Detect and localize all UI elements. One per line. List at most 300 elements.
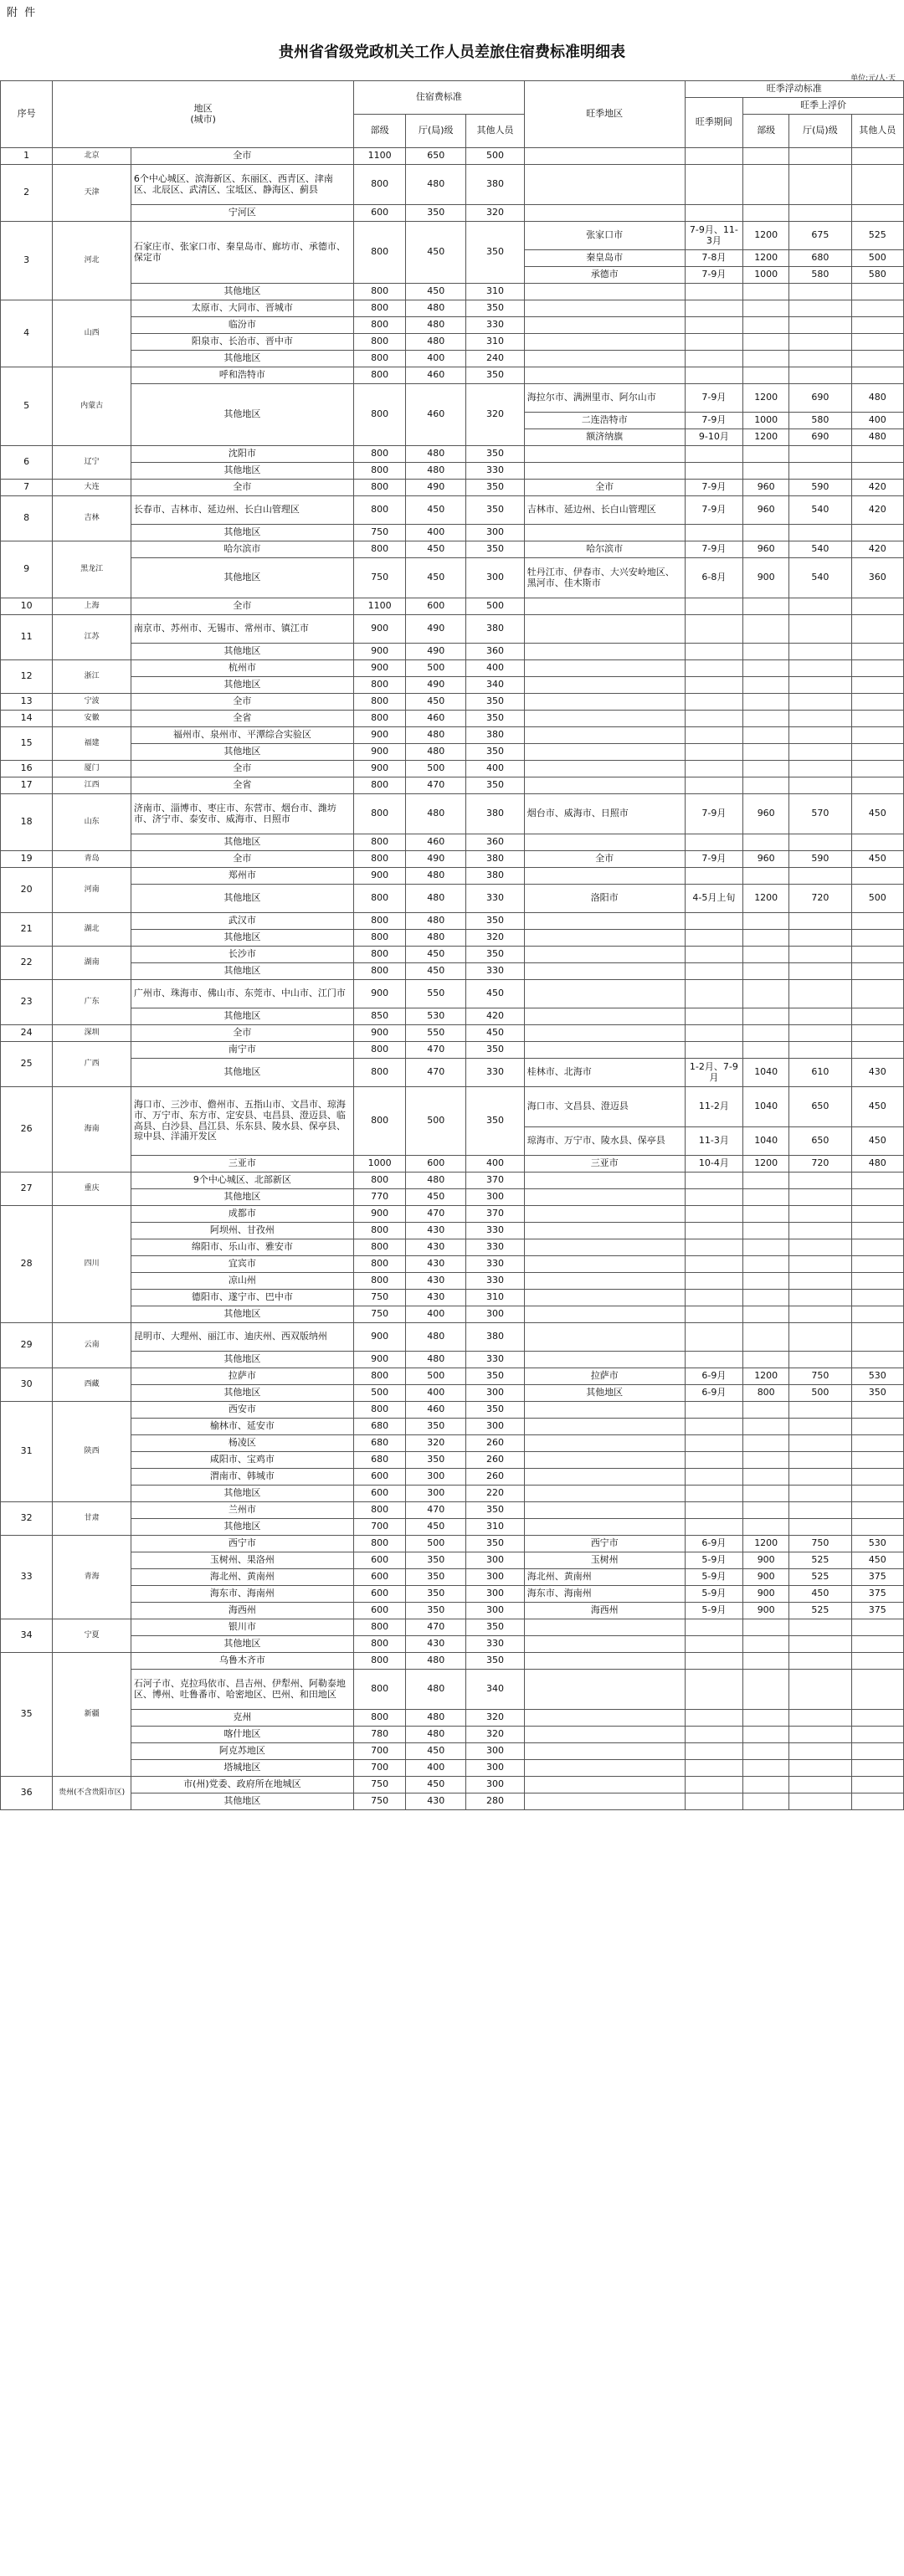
table-row	[1, 834, 904, 851]
rate-bureau: 300	[406, 1486, 466, 1502]
row-seq: 13	[1, 694, 53, 711]
peak-ministry	[743, 1206, 789, 1223]
peak-ministry	[743, 1619, 789, 1636]
region-cell: 阿克苏地区	[131, 1743, 353, 1760]
peak-others	[851, 980, 903, 1008]
peak-period-cell	[685, 677, 743, 694]
peak-bureau	[789, 868, 851, 885]
table-row	[1, 1385, 904, 1402]
rate-ministry: 900	[353, 615, 405, 644]
peak-ministry	[743, 525, 789, 541]
peak-period-cell	[685, 165, 743, 205]
table-row	[1, 1306, 904, 1323]
peak-period-cell: 4-5月上旬	[685, 885, 743, 913]
peak-others	[851, 205, 903, 222]
peak-period-cell	[685, 205, 743, 222]
peak-bureau: 525	[789, 1603, 851, 1619]
peak-bureau	[789, 711, 851, 727]
rate-ministry: 900	[353, 727, 405, 744]
region-cell: 全市	[131, 148, 353, 165]
peak-region-cell	[524, 913, 685, 930]
table-row	[1, 446, 904, 463]
rate-bureau: 480	[406, 334, 466, 351]
table-row	[1, 1452, 904, 1469]
rate-bureau: 400	[406, 351, 466, 367]
peak-bureau	[789, 1290, 851, 1306]
peak-region-cell	[524, 711, 685, 727]
rate-others: 320	[466, 384, 525, 446]
peak-ministry	[743, 1419, 789, 1435]
province-name: 宁夏	[53, 1619, 131, 1653]
peak-ministry: 960	[743, 480, 789, 496]
rate-others: 300	[466, 1603, 525, 1619]
peak-bureau	[789, 525, 851, 541]
peak-bureau	[789, 1223, 851, 1239]
row-seq: 29	[1, 1323, 53, 1368]
peak-period-cell	[685, 463, 743, 480]
row-seq: 20	[1, 868, 53, 913]
header-peak-standard: 旺季浮动标准	[685, 81, 903, 98]
peak-period-cell	[685, 1452, 743, 1469]
peak-region-cell	[524, 284, 685, 300]
region-cell: 其他地区	[131, 558, 353, 598]
peak-period-cell	[685, 1290, 743, 1306]
peak-others	[851, 1502, 903, 1519]
rate-others: 330	[466, 1223, 525, 1239]
rate-bureau: 350	[406, 1603, 466, 1619]
peak-region-cell: 琼海市、万宁市、陵水县、保亭县	[524, 1127, 685, 1156]
peak-others	[851, 1223, 903, 1239]
rate-ministry: 900	[353, 1206, 405, 1223]
peak-bureau: 525	[789, 1569, 851, 1586]
region-cell: 玉树州、果洛州	[131, 1552, 353, 1569]
region-cell: 咸阳市、宝鸡市	[131, 1452, 353, 1469]
row-seq: 3	[1, 222, 53, 300]
peak-ministry: 900	[743, 1603, 789, 1619]
region-cell: 其他地区	[131, 1486, 353, 1502]
peak-region-cell	[524, 1502, 685, 1519]
table-row	[1, 761, 904, 777]
row-seq: 5	[1, 367, 53, 446]
peak-ministry	[743, 1743, 789, 1760]
peak-others: 360	[851, 558, 903, 598]
rate-bureau: 500	[406, 1368, 466, 1385]
rate-others: 260	[466, 1469, 525, 1486]
peak-region-cell: 烟台市、威海市、日照市	[524, 794, 685, 834]
peak-others	[851, 1042, 903, 1059]
peak-period-cell	[685, 644, 743, 660]
rate-others: 330	[466, 1059, 525, 1087]
peak-period-cell	[685, 1710, 743, 1727]
rate-bureau: 650	[406, 148, 466, 165]
peak-region-cell: 承德市	[524, 267, 685, 284]
peak-region-cell	[524, 446, 685, 463]
peak-ministry	[743, 1256, 789, 1273]
peak-region-cell	[524, 834, 685, 851]
peak-bureau: 450	[789, 1586, 851, 1603]
peak-region-cell	[524, 1239, 685, 1256]
peak-region-cell	[524, 1710, 685, 1727]
table-row	[1, 1777, 904, 1793]
rate-ministry: 600	[353, 1552, 405, 1569]
rate-others: 350	[466, 913, 525, 930]
rate-ministry: 750	[353, 1777, 405, 1793]
peak-ministry	[743, 1306, 789, 1323]
peak-bureau: 540	[789, 496, 851, 525]
peak-period-cell	[685, 1189, 743, 1206]
peak-ministry	[743, 1352, 789, 1368]
region-cell: 西宁市	[131, 1536, 353, 1552]
table-row	[1, 1727, 904, 1743]
region-cell: 哈尔滨市	[131, 541, 353, 558]
peak-ministry	[743, 834, 789, 851]
peak-ministry	[743, 868, 789, 885]
peak-bureau	[789, 1760, 851, 1777]
rate-ministry: 800	[353, 1273, 405, 1290]
rate-ministry: 800	[353, 1042, 405, 1059]
region-cell: 喀什地区	[131, 1727, 353, 1743]
table-row	[1, 1223, 904, 1239]
table-row	[1, 496, 904, 525]
rate-others: 330	[466, 1273, 525, 1290]
peak-period-cell	[685, 1256, 743, 1273]
peak-bureau	[789, 980, 851, 1008]
peak-ministry	[743, 1760, 789, 1777]
rate-ministry: 700	[353, 1760, 405, 1777]
table-row	[1, 677, 904, 694]
region-cell: 长春市、吉林市、延边州、长白山管理区	[131, 496, 353, 525]
rate-others: 310	[466, 284, 525, 300]
region-cell: 临汾市	[131, 317, 353, 334]
rate-others: 330	[466, 885, 525, 913]
rate-bureau: 350	[406, 1552, 466, 1569]
row-seq: 9	[1, 541, 53, 598]
region-cell: 其他地区	[131, 644, 353, 660]
peak-period-cell	[685, 1469, 743, 1486]
rate-others: 310	[466, 334, 525, 351]
peak-bureau: 580	[789, 413, 851, 429]
peak-others	[851, 1256, 903, 1273]
peak-period-cell	[685, 1206, 743, 1223]
table-row	[1, 1569, 904, 1586]
region-cell: 其他地区	[131, 384, 353, 446]
peak-region-cell	[524, 1469, 685, 1486]
table-row	[1, 1603, 904, 1619]
peak-others	[851, 1025, 903, 1042]
table-row	[1, 367, 904, 384]
rate-others: 320	[466, 1710, 525, 1727]
row-seq: 14	[1, 711, 53, 727]
region-cell: 郑州市	[131, 868, 353, 885]
header-others: 其他人员	[466, 115, 525, 148]
peak-region-cell	[524, 1352, 685, 1368]
table-row	[1, 1760, 904, 1777]
peak-period-cell	[685, 1025, 743, 1042]
rate-others: 350	[466, 1536, 525, 1552]
table-row	[1, 660, 904, 677]
rate-ministry: 900	[353, 1025, 405, 1042]
peak-others	[851, 1486, 903, 1502]
rate-ministry: 800	[353, 677, 405, 694]
rate-ministry: 800	[353, 1670, 405, 1710]
rate-others: 330	[466, 463, 525, 480]
peak-period-cell	[685, 446, 743, 463]
table-row	[1, 777, 904, 794]
peak-others	[851, 947, 903, 963]
peak-bureau: 690	[789, 384, 851, 413]
rate-ministry: 600	[353, 205, 405, 222]
peak-ministry: 1000	[743, 413, 789, 429]
rate-ministry: 800	[353, 794, 405, 834]
peak-bureau	[789, 1519, 851, 1536]
table-row	[1, 1419, 904, 1435]
rate-bureau: 490	[406, 644, 466, 660]
peak-others: 480	[851, 384, 903, 413]
rate-ministry: 780	[353, 1727, 405, 1743]
table-row	[1, 541, 904, 558]
row-seq: 11	[1, 615, 53, 660]
row-seq: 12	[1, 660, 53, 694]
peak-period-cell	[685, 1486, 743, 1502]
peak-ministry: 1200	[743, 1368, 789, 1385]
province-name: 大连	[53, 480, 131, 496]
rate-ministry: 800	[353, 367, 405, 384]
rate-bureau: 480	[406, 794, 466, 834]
peak-region-cell: 额济纳旗	[524, 429, 685, 446]
region-cell: 9个中心城区、北部新区	[131, 1173, 353, 1189]
rate-ministry: 800	[353, 165, 405, 205]
peak-region-cell	[524, 1173, 685, 1189]
peak-ministry	[743, 1710, 789, 1727]
peak-region-cell	[524, 1519, 685, 1536]
region-cell: 全市	[131, 694, 353, 711]
rate-bureau: 350	[406, 205, 466, 222]
peak-others	[851, 913, 903, 930]
rate-bureau: 350	[406, 1452, 466, 1469]
peak-period-cell: 10-4月	[685, 1156, 743, 1173]
peak-ministry: 1200	[743, 1536, 789, 1552]
peak-others: 450	[851, 1087, 903, 1127]
row-seq: 34	[1, 1619, 53, 1653]
rate-bureau: 450	[406, 1777, 466, 1793]
rate-others: 380	[466, 615, 525, 644]
peak-others: 375	[851, 1586, 903, 1603]
peak-bureau	[789, 1619, 851, 1636]
rate-ministry: 1100	[353, 148, 405, 165]
rate-others: 240	[466, 351, 525, 367]
peak-bureau: 570	[789, 794, 851, 834]
peak-others: 500	[851, 250, 903, 267]
peak-region-cell: 吉林市、延边州、长白山管理区	[524, 496, 685, 525]
peak-bureau	[789, 963, 851, 980]
peak-others: 420	[851, 480, 903, 496]
region-cell: 宁河区	[131, 205, 353, 222]
rate-bureau: 400	[406, 1385, 466, 1402]
peak-period-cell	[685, 1727, 743, 1743]
table-body	[1, 148, 904, 1810]
region-cell: 南宁市	[131, 1042, 353, 1059]
peak-period-cell	[685, 1173, 743, 1189]
peak-bureau	[789, 834, 851, 851]
rate-others: 330	[466, 1256, 525, 1273]
peak-bureau: 540	[789, 558, 851, 598]
rate-bureau: 470	[406, 1206, 466, 1223]
province-name: 深圳	[53, 1025, 131, 1042]
peak-period-cell: 5-9月	[685, 1603, 743, 1619]
province-name: 辽宁	[53, 446, 131, 480]
peak-period-cell: 7-8月	[685, 250, 743, 267]
rate-ministry: 600	[353, 1486, 405, 1502]
peak-period-cell	[685, 1008, 743, 1025]
peak-ministry	[743, 980, 789, 1008]
peak-others	[851, 727, 903, 744]
province-name: 湖南	[53, 947, 131, 980]
peak-bureau	[789, 1042, 851, 1059]
rate-others: 350	[466, 222, 525, 284]
peak-period-cell	[685, 761, 743, 777]
peak-ministry	[743, 727, 789, 744]
peak-period-cell	[685, 367, 743, 384]
rate-ministry: 900	[353, 980, 405, 1008]
province-name: 甘肃	[53, 1502, 131, 1536]
peak-period-cell	[685, 930, 743, 947]
peak-bureau	[789, 727, 851, 744]
province-name: 海南	[53, 1087, 131, 1173]
row-seq: 24	[1, 1025, 53, 1042]
rate-bureau: 400	[406, 1306, 466, 1323]
province-name: 安徽	[53, 711, 131, 727]
peak-others	[851, 300, 903, 317]
rate-bureau: 460	[406, 1402, 466, 1419]
region-cell: 宜宾市	[131, 1256, 353, 1273]
rate-others: 330	[466, 317, 525, 334]
peak-others	[851, 1189, 903, 1206]
peak-bureau	[789, 300, 851, 317]
rate-others: 320	[466, 205, 525, 222]
region-cell: 南京市、苏州市、无锡市、常州市、镇江市	[131, 615, 353, 644]
peak-bureau: 680	[789, 250, 851, 267]
peak-period-cell	[685, 1402, 743, 1419]
peak-ministry	[743, 1519, 789, 1536]
rate-ministry: 800	[353, 834, 405, 851]
table-row	[1, 1256, 904, 1273]
peak-period-cell	[685, 913, 743, 930]
peak-ministry	[743, 148, 789, 165]
header-bureau: 厅(局)级	[406, 115, 466, 148]
peak-others: 480	[851, 1156, 903, 1173]
row-seq: 27	[1, 1173, 53, 1206]
peak-others	[851, 615, 903, 644]
peak-bureau: 580	[789, 267, 851, 284]
peak-period-cell	[685, 1777, 743, 1793]
peak-period-cell	[685, 1760, 743, 1777]
peak-others	[851, 1760, 903, 1777]
rate-bureau: 550	[406, 1025, 466, 1042]
table-row	[1, 851, 904, 868]
rate-bureau: 300	[406, 1469, 466, 1486]
region-cell: 阳泉市、长治市、晋中市	[131, 334, 353, 351]
rate-ministry: 800	[353, 1619, 405, 1636]
peak-others	[851, 1273, 903, 1290]
rate-ministry: 750	[353, 1793, 405, 1810]
peak-bureau	[789, 1670, 851, 1710]
header-region-label: 地区	[193, 102, 213, 114]
region-cell: 海西州	[131, 1603, 353, 1619]
peak-ministry	[743, 761, 789, 777]
peak-region-cell: 张家口市	[524, 222, 685, 250]
header-region-sub: (城市)	[190, 113, 216, 125]
rate-ministry: 1000	[353, 1156, 405, 1173]
region-cell: 广州市、珠海市、佛山市、东莞市、中山市、江门市	[131, 980, 353, 1008]
peak-bureau	[789, 1189, 851, 1206]
rate-others: 330	[466, 963, 525, 980]
rate-bureau: 480	[406, 463, 466, 480]
peak-others: 450	[851, 1127, 903, 1156]
peak-region-cell	[524, 165, 685, 205]
peak-period-cell	[685, 744, 743, 761]
rate-bureau: 500	[406, 1087, 466, 1156]
peak-bureau	[789, 1419, 851, 1435]
table-row	[1, 913, 904, 930]
peak-ministry	[743, 677, 789, 694]
province-name: 上海	[53, 598, 131, 615]
row-seq: 22	[1, 947, 53, 980]
peak-ministry	[743, 1273, 789, 1290]
peak-others	[851, 711, 903, 727]
rate-ministry: 680	[353, 1452, 405, 1469]
peak-bureau	[789, 463, 851, 480]
rate-ministry: 800	[353, 384, 405, 446]
province-name: 湖北	[53, 913, 131, 947]
rate-bureau: 400	[406, 525, 466, 541]
peak-region-cell: 其他地区	[524, 1385, 685, 1402]
rate-others: 330	[466, 1636, 525, 1653]
rate-bureau: 430	[406, 1273, 466, 1290]
peak-ministry	[743, 317, 789, 334]
rate-others: 500	[466, 148, 525, 165]
rate-others: 380	[466, 1323, 525, 1352]
peak-others: 525	[851, 222, 903, 250]
header-peak-others: 其他人员	[851, 115, 903, 148]
rate-others: 350	[466, 1402, 525, 1419]
region-cell: 全市	[131, 851, 353, 868]
table-row	[1, 1206, 904, 1223]
peak-bureau	[789, 947, 851, 963]
peak-period-cell: 7-9月、11-3月	[685, 222, 743, 250]
table-row	[1, 1290, 904, 1306]
peak-ministry	[743, 1402, 789, 1419]
region-cell: 其他地区	[131, 1793, 353, 1810]
region-cell: 全市	[131, 480, 353, 496]
row-seq: 21	[1, 913, 53, 947]
peak-bureau: 650	[789, 1127, 851, 1156]
table-row	[1, 1710, 904, 1727]
peak-region-cell	[524, 1670, 685, 1710]
header-standard: 住宿费标准	[353, 81, 524, 115]
rate-ministry: 800	[353, 284, 405, 300]
region-cell: 西安市	[131, 1402, 353, 1419]
table-row	[1, 463, 904, 480]
peak-ministry	[743, 1486, 789, 1502]
peak-ministry	[743, 660, 789, 677]
peak-ministry	[743, 351, 789, 367]
rate-others: 350	[466, 446, 525, 463]
rate-ministry: 800	[353, 1087, 405, 1156]
rate-ministry: 800	[353, 1223, 405, 1239]
peak-ministry	[743, 1670, 789, 1710]
table-row	[1, 885, 904, 913]
header-region	[53, 81, 354, 148]
